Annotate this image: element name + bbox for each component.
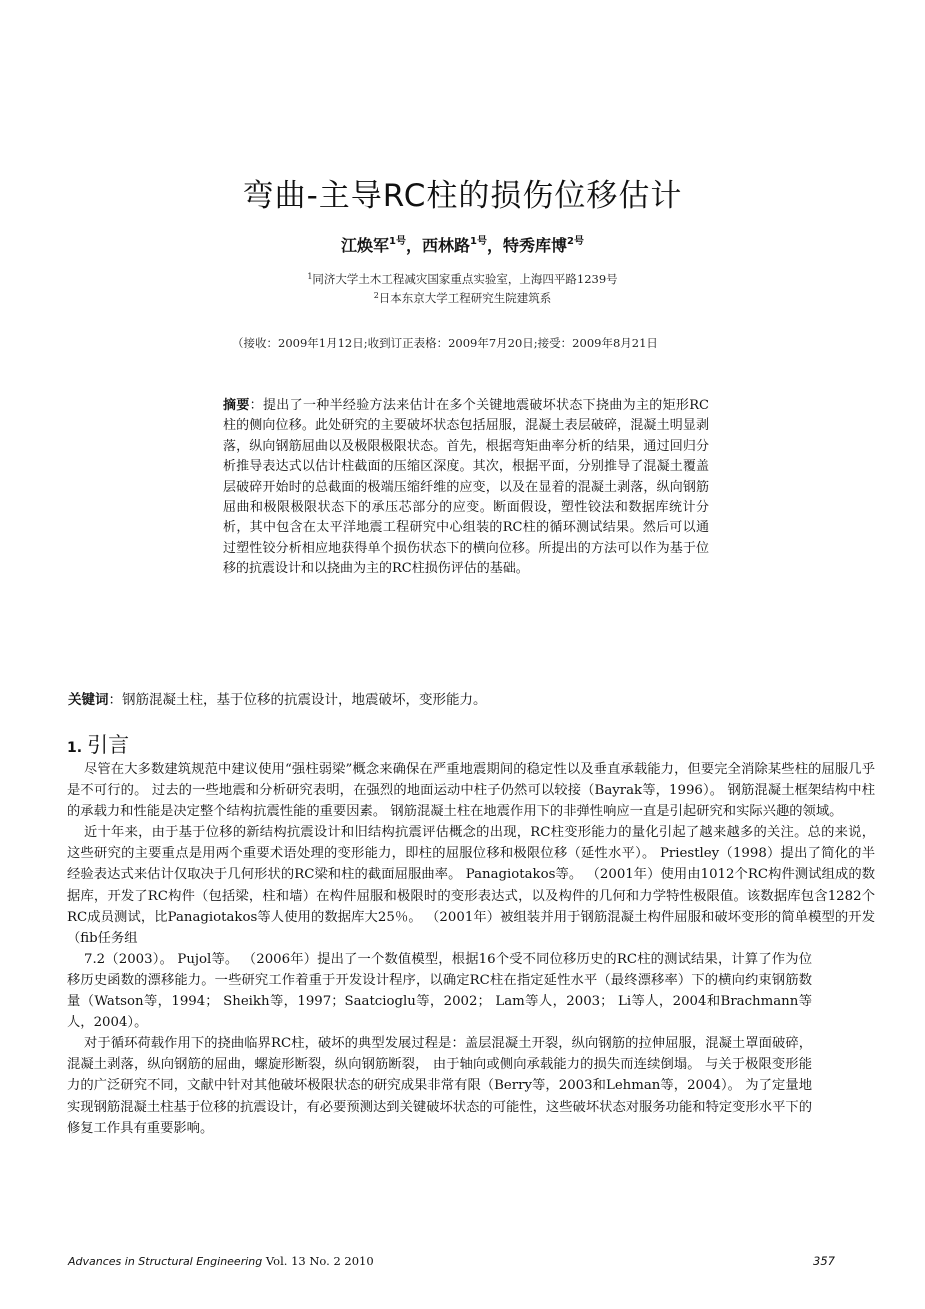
author-name: 西林路 bbox=[422, 236, 471, 255]
paragraph: 对于循环荷载作用下的挠曲临界RC柱，破坏的典型发展过程是：盖层混凝土开裂，纵向钢筋的拉伸屈服，混凝土罩面破碎，混凝土剥落，纵向钢筋的屈曲，螺旋形断裂，纵向钢筋断裂， 由于轴向或侧向承载能力的损失而连续倒塌。 与关于极限变形能力的广泛研究不同，文献中针对其他破坏极限状态的研究成果非常有限（Berry等，2003和Lehman等，2004）。 为了定量地实现钢筋混凝土柱基于位移的抗震设计，有必要预测达到关键破坏状态的可能性，这些破坏状态对服务功能和特定变形水平下的修复工作具有重要影响。 bbox=[67, 1036, 812, 1136]
body-text bbox=[67, 759, 875, 1139]
received-dates: （接收：2009年1月12日;收到订正表格：2009年7月20日;接受：2009年8月21日 bbox=[232, 336, 658, 350]
author-affiliation-mark: 2号 bbox=[567, 236, 584, 247]
author-list bbox=[0, 232, 925, 256]
author-affiliation-mark: 1号 bbox=[389, 236, 406, 247]
affiliation-text: 同济大学土木工程减灾国家重点实验室，上海四平路1239号 bbox=[312, 272, 618, 286]
affiliation-mark: 1 bbox=[307, 272, 313, 281]
keywords-text: 钢筋混凝土柱，基于位移的抗震设计，地震破坏，变形能力。 bbox=[122, 692, 487, 708]
abstract-colon: ： bbox=[249, 398, 263, 413]
keywords bbox=[68, 688, 487, 708]
paragraph: 尽管在大多数建筑规范中建议使用“强柱弱梁”概念来确保在严重地震期间的稳定性以及垂直承载能力，但要完全消除某些柱的屈服几乎是不可行的。 过去的一些地震和分析研究表明，在强烈的地面运动中柱子仍然可以较接（Bayrak等，1996）。 钢筋混凝土框架结构中柱的承载力和性能是决定整个结构抗震性能的重要因素。 钢筋混凝土柱在地震作用下的非弹性响应一直是引起研究和实际兴趣的领域。 bbox=[67, 762, 875, 820]
keywords-colon: ： bbox=[108, 692, 122, 708]
paper-title: 弯曲-主导RC柱的损伤位移估计 bbox=[242, 178, 683, 214]
page-number: 357 bbox=[813, 1254, 835, 1268]
journal-volume: Vol. 13 No. 2 2010 bbox=[265, 1254, 374, 1268]
affiliation-1 bbox=[0, 271, 925, 287]
paragraph: 7.2（2003）。 Pujol等。 （2006年）提出了一个数值模型，根据16个受不同位移历史的RC柱的测试结果，计算了作为位移历史函数的漂移能力。一些研究工作着重于开发设计程序，以确定RC柱在指定延性水平（最终漂移率）下的横向约束钢筋数量（Watson等，1994； Sheikh等，1997；Saatcioglu等，2002； Lam等人，2003； Li等人，2004和Brachmann等人，2004）。 bbox=[67, 951, 812, 1031]
affiliation-mark: 2 bbox=[373, 291, 379, 300]
abstract-label: 摘要 bbox=[223, 398, 250, 413]
abstract-text: 提出了一种半经验方法来估计在多个关键地震破坏状态下挠曲为主的矩形RC柱的侧向位移。此处研究的主要破坏状态包括屈服，混凝土表层破碎，混凝土明显剥落，纵向钢筋屈曲以及极限极限状态。首先，根据弯矩曲率分析的结果，通过回归分析推导表达式以估计柱截面的压缩区深度。其次，根据平面，分别推导了混凝土覆盖层破碎开始时的总截面的极端压缩纤维的应变，以及在显着的混凝土剥落，纵向钢筋屈曲和极限极限状态下的承压芯部分的应变。断面假设，塑性铰法和数据库统计分析，其中包含在太平洋地震工程研究中心组装的RC柱的循环测试结果。然后可以通过塑性铰分析相应地获得单个损伤状态下的横向位移。所提出的方法可以作为基于位移的抗震设计和以挠曲为主的RC柱损伤评估的基础。 bbox=[223, 398, 709, 577]
author-name: 特秀库博 bbox=[503, 236, 568, 255]
abstract bbox=[223, 396, 709, 580]
paragraph: 近十年来，由于基于位移的新结构抗震设计和旧结构抗震评估概念的出现，RC柱变形能力的量化引起了越来越多的关注。总的来说，这些研究的主要重点是用两个重要术语处理的变形能力，即柱的屈服位移和极限位移（延性水平）。 Priestley（1998）提出了简化的半经验表达式来估计仅取决于几何形状的RC梁和柱的截面屈服曲率。 Panagiotakos等。 （2001年）使用由1012个RC构件测试组成的数据库，开发了RC构件（包括梁，柱和墙）在构件屈服和极限时的变形表达式，以及构件的几何和力学特性极限值。该数据库包含1282个RC成员测试，比Panagiotakos等人使用的数据库大25％。 （2001年）被组装并用于钢筋混凝土构件屈服和破坏变形的简单模型的开发（fib任务组 bbox=[67, 825, 875, 946]
author-affiliation-mark: 1号 bbox=[470, 236, 487, 247]
author-separator: ， bbox=[405, 236, 422, 255]
section-heading bbox=[67, 729, 129, 759]
journal-name: Advances in Structural Engineering bbox=[68, 1255, 263, 1268]
affiliation-text: 日本东京大学工程研究生院建筑系 bbox=[378, 291, 552, 305]
author-separator: ， bbox=[486, 236, 503, 255]
page-footer bbox=[68, 1254, 835, 1268]
author-name: 江焕军 bbox=[341, 236, 390, 255]
section-title: 引言 bbox=[87, 733, 130, 757]
section-number: 1. bbox=[67, 740, 83, 756]
keywords-label: 关键词 bbox=[68, 692, 109, 708]
affiliation-2 bbox=[0, 290, 925, 306]
